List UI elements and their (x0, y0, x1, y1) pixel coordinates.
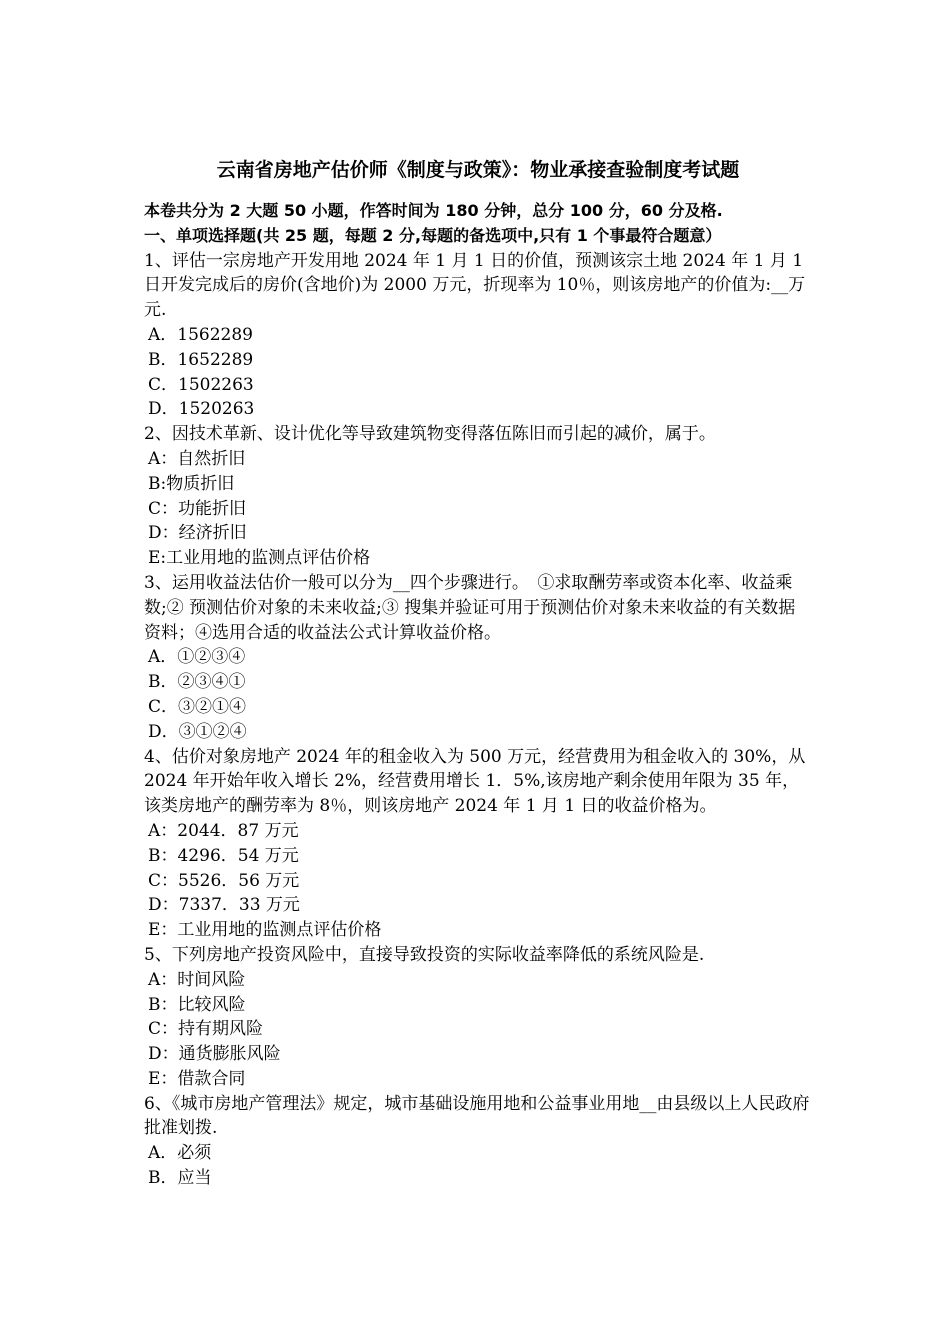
question-block (144, 943, 812, 1092)
question-stem: 1、评估一宗房地产开发用地 2024 年 1 月 1 日的价值，预测该宗土地 2024 年 1 月 1 日开发完成后的房价(含地价)为 2000 万元，折现率为 10％，则该房地产的价值为:__万元. (144, 250, 806, 321)
answer-option: B．应当 (148, 1168, 212, 1189)
question-block (144, 1092, 812, 1191)
question-list (144, 249, 812, 1191)
question-stem: 3、运用收益法估价一般可以分为__四个步骤进行。 ①求取酬劳率或资本化率、收益乘数;② 预测估价对象的未来收益;③ 搜集并验证可用于预测估价对象未来收益的有关数据资料；④选用合适的收益法公式计算收益价格。 (144, 572, 796, 643)
question-block (144, 745, 812, 943)
answer-option: D．1520263 (148, 399, 255, 420)
answer-option: C：持有期风险 (148, 1019, 264, 1040)
page-title: 云南省房地产估价师《制度与政策》：物业承接查验制度考试题 (216, 159, 740, 181)
answer-option: B．②③④① (148, 672, 246, 693)
answer-option: A：2044．87 万元 (148, 820, 299, 841)
question-stem: 6、《城市房地产管理法》规定，城市基础设施用地和公益事业用地__由县级以上人民政府批准划拨. (144, 1093, 810, 1139)
answer-option: E：借款合同 (148, 1068, 246, 1089)
question-block (144, 249, 812, 423)
question-stem: 4、估价对象房地产 2024 年的租金收入为 500 万元，经营费用为租金收入的 30%，从 2024 年开始年收入增长 2%，经营费用增长 1．5%,该房地产剩余使用年限为 35 年，该类房地产的酬劳率为 8％，则该房地产 2024 年 1 月 1 日的收益价格为。 (144, 746, 806, 817)
section-heading: 一、单项选择题(共 25 题，每题 2 分,每题的备选项中,只有 1 个事最符合题意） (144, 225, 722, 245)
exam-intro: 本卷共分为 2 大题 50 小题，作答时间为 180 分钟，总分 100 分，60 分及格. (144, 201, 723, 220)
answer-option: B:物质折旧 (148, 473, 235, 494)
answer-option: D：通货膨胀风险 (148, 1044, 281, 1065)
answer-option: B：4296．54 万元 (148, 845, 299, 866)
question-stem: 5、下列房地产投资风险中，直接导致投资的实际收益率降低的系统风险是. (144, 944, 705, 965)
document-content (144, 155, 812, 1191)
question-block (144, 422, 812, 571)
question-stem: 2、因技术革新、设计优化等导致建筑物变得落伍陈旧而引起的减价，属于。 (144, 424, 716, 445)
answer-option: E：工业用地的监测点评估价格 (148, 920, 382, 941)
answer-option: A：时间风险 (148, 969, 246, 990)
answer-option: E:工业用地的监测点评估价格 (148, 548, 371, 569)
answer-option: B．1652289 (148, 349, 254, 370)
answer-option: A．①②③④ (148, 647, 246, 668)
answer-option: D：7337．33 万元 (148, 895, 300, 916)
answer-option: C．1502263 (148, 374, 254, 395)
answer-option: D．③①②④ (148, 721, 247, 742)
answer-option: A．1562289 (148, 324, 253, 345)
question-block (144, 571, 812, 745)
answer-option: A．必须 (148, 1143, 212, 1164)
answer-option: D：经济折旧 (148, 523, 247, 544)
answer-option: B：比较风险 (148, 994, 246, 1015)
answer-option: C：功能折旧 (148, 498, 247, 519)
answer-option: C．③②①④ (148, 696, 247, 717)
answer-option: A：自然折旧 (148, 448, 246, 469)
answer-option: C：5526．56 万元 (148, 870, 300, 891)
